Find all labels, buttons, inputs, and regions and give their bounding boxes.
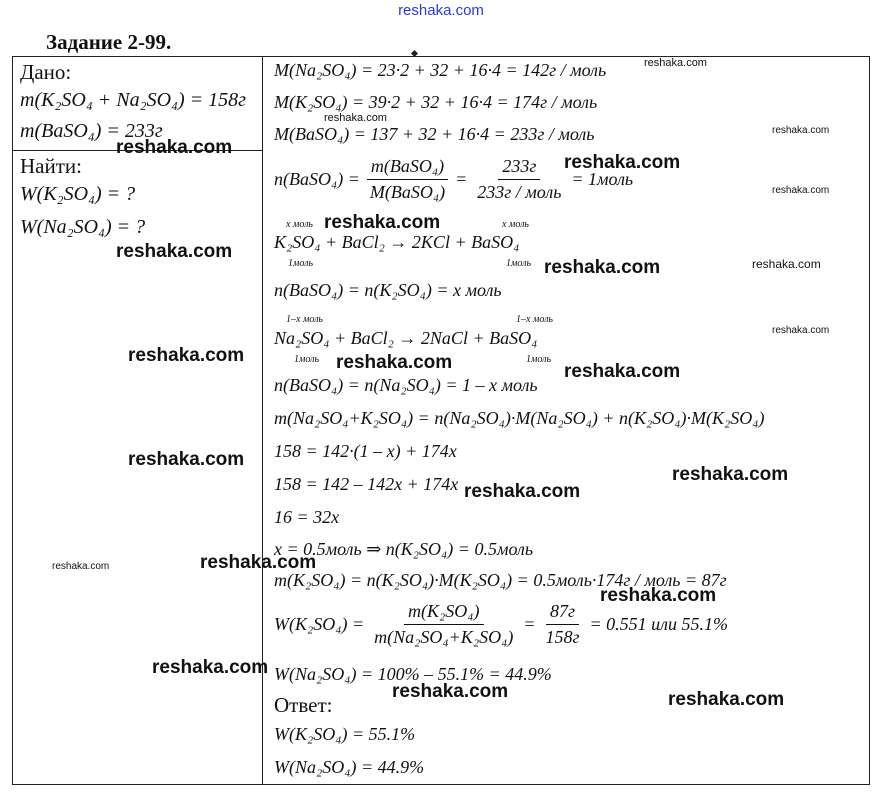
moles-k2so4: n(BaSO₄) = n(K₂SO₄) = x моль <box>274 280 502 300</box>
moles-baso4-result: = 1моль <box>571 169 634 189</box>
given-label: Дано: <box>20 60 72 84</box>
answer-na2so4: W(Na₂SO₄) = 44.9% <box>274 757 425 777</box>
watermark: reshaka.com <box>752 257 821 271</box>
watermark: reshaka.com <box>116 241 233 262</box>
equals-sign: = <box>455 169 468 189</box>
watermark: reshaka.com <box>772 125 830 136</box>
watermark: reshaka.com <box>152 657 269 678</box>
fraction-k2so4-equation <box>274 601 728 648</box>
fraction-denominator: M(BaSO₄) <box>369 182 446 202</box>
reaction2-coef-bottom-right: 1моль <box>526 354 552 365</box>
watermark: reshaka.com <box>52 561 110 572</box>
fraction-numerator: m(BaSO₄) <box>367 156 448 180</box>
watermark: reshaka.com <box>564 361 681 382</box>
watermark: reshaka.com <box>600 585 717 606</box>
reaction1-coef-bottom-right: 1моль <box>506 258 532 269</box>
given-line-2: m(BaSO₄) = 233г <box>20 120 163 142</box>
watermark: reshaka.com <box>772 185 830 196</box>
fraction-values <box>473 156 565 203</box>
fraction-m-over-M <box>366 156 449 203</box>
watermark: reshaka.com <box>128 345 245 366</box>
reaction1-coef-top-left: x моль <box>286 219 313 230</box>
reaction2-coef-top-right: 1–x моль <box>516 314 553 325</box>
equation-step-3: 16 = 32x <box>274 507 340 527</box>
find-line-1: W(K₂SO₄) = ? <box>20 183 136 205</box>
watermark: reshaka.com <box>336 352 453 373</box>
watermark: reshaka.com <box>128 449 245 470</box>
answer-label: Ответ: <box>274 693 333 717</box>
watermark: reshaka.com <box>672 464 789 485</box>
moles-na2so4: n(BaSO₄) = n(Na₂SO₄) = 1 – x моль <box>274 375 538 395</box>
fraction-na2so4: W(Na₂SO₄) = 100% – 55.1% = 44.9% <box>274 664 552 684</box>
find-label: Найти: <box>20 154 82 178</box>
mass-k2so4: m(K₂SO₄) = n(K₂SO₄)·M(K₂SO₄) = 0.5моль·174г / моль = 87г <box>274 570 727 590</box>
moles-baso4-lhs: n(BaSO₄) = <box>274 169 360 189</box>
molar-mass-na2so4: M(Na₂SO₄) = 23·2 + 32 + 16·4 = 142г / моль <box>274 60 607 80</box>
equation-step-2: 158 = 142 – 142x + 174x <box>274 474 459 494</box>
given-line-1: m(K₂SO₄ + Na₂SO₄) = 158г <box>20 89 246 111</box>
watermark: reshaka.com <box>772 325 830 336</box>
answer-k2so4: W(K₂SO₄) = 55.1% <box>274 724 416 744</box>
fraction-denominator: m(Na₂SO₄+K₂SO₄) <box>374 627 514 647</box>
molar-mass-baso4: M(BaSO₄) = 137 + 32 + 16·4 = 233г / моль <box>274 124 595 144</box>
watermark: reshaka.com <box>200 552 317 573</box>
x-solution: x = 0.5моль ⇒ n(K₂SO₄) = 0.5моль <box>274 539 534 559</box>
fraction-mass-values <box>542 601 584 648</box>
fraction-numerator: 87г <box>546 601 579 625</box>
fraction-denominator: 233г / моль <box>477 182 562 202</box>
watermark: reshaka.com <box>564 152 681 173</box>
watermark: reshaka.com <box>116 137 233 158</box>
molar-mass-k2so4: M(K₂SO₄) = 39·2 + 32 + 16·4 = 174г / моль <box>274 92 598 112</box>
watermark: reshaka.com <box>668 689 785 710</box>
reaction1-coef-bottom-left: 1моль <box>288 258 314 269</box>
reaction2-coef-top-left: 1–x моль <box>286 314 323 325</box>
equation-step-1: 158 = 142·(1 – x) + 174x <box>274 441 457 461</box>
reaction2-coef-bottom-left: 1моль <box>294 354 320 365</box>
find-line-2: W(Na₂SO₄) = ? <box>20 216 146 238</box>
watermark: reshaka.com <box>324 112 387 124</box>
fraction-mass-ratio <box>370 601 517 648</box>
watermark: reshaka.com <box>324 212 441 233</box>
watermark: reshaka.com <box>392 681 509 702</box>
fraction-k2so4-result: = 0.551 или 55.1% <box>589 614 729 634</box>
reaction-2: Na₂SO₄ + BaCl₂ → 2NaCl + BaSO₄ <box>274 328 538 348</box>
reaction1-coef-top-right: x моль <box>502 219 529 230</box>
mass-balance-equation: m(Na₂SO₄+K₂SO₄) = n(Na₂SO₄)·M(Na₂SO₄) + n(K₂SO₄)·M(K₂SO₄) <box>274 408 765 428</box>
fraction-denominator: 158г <box>545 627 580 647</box>
task-title: Задание 2-99. <box>46 30 172 54</box>
fraction-numerator: m(K₂SO₄) <box>404 601 484 625</box>
watermark: reshaka.com <box>544 257 661 278</box>
reaction-1: K₂SO₄ + BaCl₂ → 2KCl + BaSO₄ <box>274 232 520 252</box>
watermark: reshaka.com <box>644 57 707 69</box>
equals-sign: = <box>523 614 536 634</box>
fraction-numerator: 233г <box>498 156 540 180</box>
site-url[interactable]: reshaka.com <box>398 2 484 19</box>
watermark: reshaka.com <box>464 481 581 502</box>
fraction-k2so4-lhs: W(K₂SO₄) = <box>274 614 365 634</box>
